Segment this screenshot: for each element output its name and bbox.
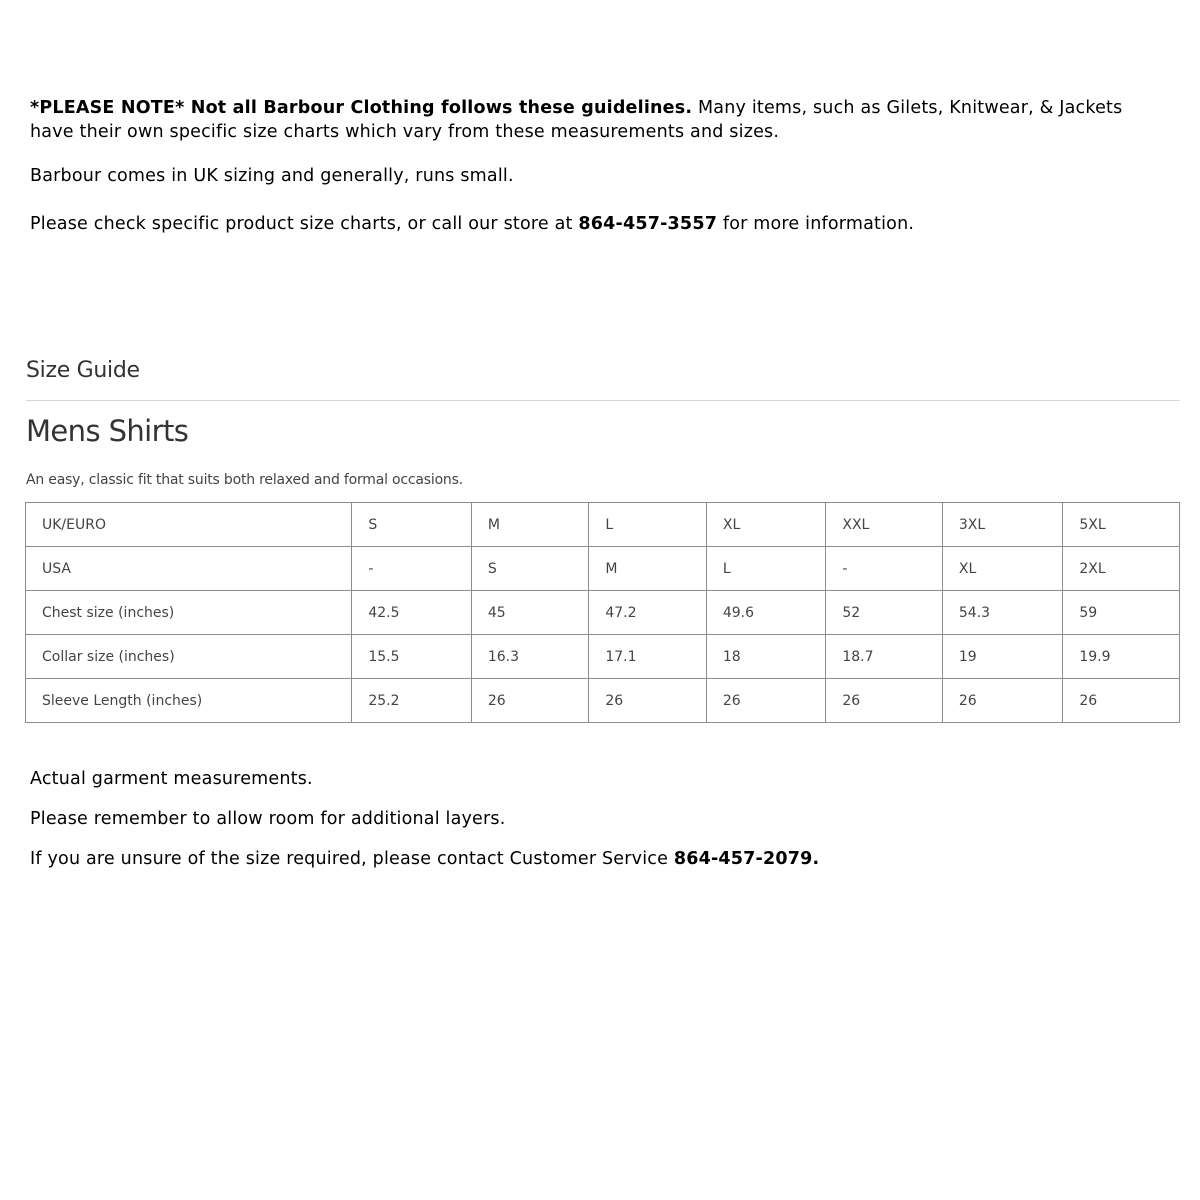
- table-cell: XL: [706, 503, 826, 547]
- section-title: Mens Shirts: [26, 414, 189, 448]
- table-cell: 5XL: [1063, 503, 1180, 547]
- store-contact-paragraph: [30, 212, 1170, 236]
- table-cell: 18.7: [826, 635, 943, 679]
- table-cell: 3XL: [942, 503, 1063, 547]
- table-cell: M: [471, 503, 589, 547]
- store-contact-text: Please check specific product size charts, or call our store at: [30, 214, 579, 234]
- table-cell: 26: [471, 679, 589, 723]
- table-row-usa: [26, 547, 1180, 591]
- size-note-bold: *PLEASE NOTE* Not all Barbour Clothing follows these guidelines.: [30, 98, 693, 118]
- table-row-chest: [26, 591, 1180, 635]
- size-note-text: Many items, such as Gilets, Knitwear, & Jackets have their own specific size charts which vary from these measurements and sizes.: [30, 98, 1123, 142]
- table-cell: XXL: [826, 503, 943, 547]
- row-label: UK/EURO: [26, 503, 352, 547]
- table-cell: XL: [942, 547, 1063, 591]
- table-cell: L: [706, 547, 826, 591]
- table-row-collar: [26, 635, 1180, 679]
- table-cell: 26: [826, 679, 943, 723]
- layers-note: Please remember to allow room for additional layers.: [30, 809, 506, 829]
- table-cell: 19.9: [1063, 635, 1180, 679]
- row-label: Sleeve Length (inches): [26, 679, 352, 723]
- table-cell: 49.6: [706, 591, 826, 635]
- store-contact-suffix: for more information.: [717, 214, 915, 234]
- table-cell: 26: [942, 679, 1063, 723]
- table-cell: 15.5: [352, 635, 472, 679]
- table-cell: 45: [471, 591, 589, 635]
- table-cell: 59: [1063, 591, 1180, 635]
- table-cell: 26: [1063, 679, 1180, 723]
- measurement-note: Actual garment measurements.: [30, 769, 313, 789]
- table-cell: 25.2: [352, 679, 472, 723]
- store-phone-number[interactable]: 864-457-3557: [578, 214, 718, 234]
- customer-service-phone[interactable]: 864-457-2079.: [673, 849, 820, 869]
- table-cell: 2XL: [1063, 547, 1180, 591]
- table-cell: 17.1: [589, 635, 707, 679]
- table-cell: 52: [826, 591, 943, 635]
- table-row-uk-euro: [26, 503, 1180, 547]
- section-description: An easy, classic fit that suits both relaxed and formal occasions.: [26, 472, 463, 488]
- table-cell: 54.3: [942, 591, 1063, 635]
- table-cell: 18: [706, 635, 826, 679]
- table-cell: S: [352, 503, 472, 547]
- row-label: Collar size (inches): [26, 635, 352, 679]
- table-cell: 26: [706, 679, 826, 723]
- row-label: Chest size (inches): [26, 591, 352, 635]
- table-cell: S: [471, 547, 589, 591]
- size-note-paragraph: [30, 96, 1170, 144]
- table-cell: 26: [589, 679, 707, 723]
- table-cell: M: [589, 547, 707, 591]
- table-cell: -: [352, 547, 472, 591]
- table-cell: 16.3: [471, 635, 589, 679]
- size-table: [25, 502, 1180, 723]
- row-label: USA: [26, 547, 352, 591]
- customer-service-paragraph: [30, 847, 819, 871]
- table-cell: 19: [942, 635, 1063, 679]
- customer-service-text: If you are unsure of the size required, please contact Customer Service: [30, 849, 674, 869]
- uk-sizing-note: Barbour comes in UK sizing and generally, runs small.: [30, 166, 514, 186]
- table-cell: -: [826, 547, 943, 591]
- table-cell: L: [589, 503, 707, 547]
- heading-divider: [26, 400, 1180, 401]
- size-guide-heading: Size Guide: [26, 358, 140, 383]
- table-cell: 42.5: [352, 591, 472, 635]
- table-cell: 47.2: [589, 591, 707, 635]
- table-row-sleeve: [26, 679, 1180, 723]
